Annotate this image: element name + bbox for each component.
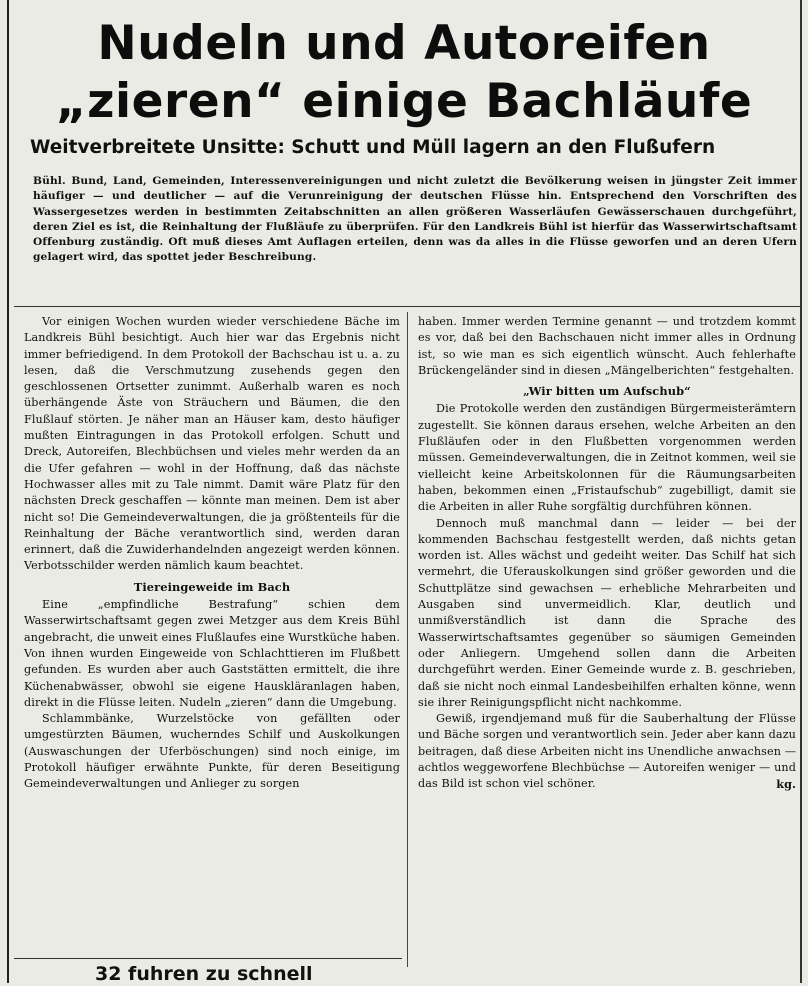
column-divider: [407, 312, 408, 967]
left-column: [24, 314, 400, 793]
author-signature: kg.: [776, 777, 796, 792]
headline-line-2: „zieren“ einige Bachläufe: [55, 74, 753, 129]
bottom-divider: [14, 958, 402, 959]
left-paragraph-2: Eine „empfindliche Bestrafung“ schien dem Wasserwirtschaftsamt gegen zwei Metzger aus dem Kreis Bühl angebracht, die unweit eines Flußlaufes eine Wurstküche haben. Von ihnen wurden Eingeweide von Schlachttieren im Flußbett gefunden. Es wurden aber auch Gaststätten ermittelt, die ihre Küchenabwässer, obwohl sie eigene Hauskläranlagen haben, direkt in die Flüsse leiten. Nudeln „zieren“ dann die Umgebung.: [24, 598, 400, 709]
right-paragraph-1: haben. Immer werden Termine genannt — und trotzdem kommt es vor, daß bei den Bachschauen nicht immer alles in Ordnung ist, so wie man es sich eigentlich wünscht. Auch fehlerhafte Brückengeländer sind in diesen „Mängelberichten“ festgehalten.: [418, 315, 796, 377]
right-paragraph-2: Die Protokolle werden den zuständigen Bürgermeisterämtern zugestellt. Sie können daraus ersehen, welche Arbeiten an den Flußläufen oder in den Flußbetten vorgenommen werden müssen. Gemeindeverwaltungen, die in Zeitnot kommen, weil sie vielleicht keine Arbeitskolonnen für die Räumungsarbeiten haben, bekommen einen „Fristaufschub“ zugebilligt, damit sie die Arbeiten in aller Ruhe sorgfältig durchführen können.: [418, 402, 796, 514]
left-subheading: Tiereingeweide im Bach: [133, 579, 291, 594]
headline-line-1: Nudeln und Autoreifen: [97, 16, 711, 71]
left-paragraph-3: Schlammbänke, Wurzelstöcke von gefällten oder umgestürzten Bäumen, wucherndes Schilf und Auskolkungen (Auswaschungen der Uferböschungen) sind noch einige, im Protokoll häufiger erwähnte Punkte, für deren Beseitigung Gemeindeverwaltungen und Anlieger zu sorgen: [24, 712, 400, 791]
right-paragraph-3: Dennoch muß manchmal dann — leider — bei der kommenden Bachschau festgestellt werden, daß nichts getan worden ist. Alles wächst und gedeiht weiter. Das Schilf hat sich vermehrt, die Uferauskolkungen sind größer geworden und die Schuttplätze sind gewachsen — erhebliche Mehrarbeiten und Ausgaben sind unvermeidlich. Klar, deutlich und unmißverständlich ist dann die Sprache des Wasserwirtschaftsamtes gegenüber so säumigen Gemeinden oder Anliegern. Umgehend sollen dann die Arbeiten durchgeführt werden. Einer Gemeinde wurde z. B. geschrieben, daß sie nicht noch einmal Landesbeihilfen erhalten könne, wenn sie ihrer Reinigungspflicht nicht nachkomme.: [418, 516, 796, 709]
right-paragraph-4: [418, 711, 796, 792]
right-paragraph-4-text: Gewiß, irgendjemand muß für die Sauberhaltung der Flüsse und Bäche sorgen und verantwortlich sein. Jeder aber kann dazu beitragen, daß diese Arbeiten nicht ins Unendliche anwachsen — achtlos weggeworfene Blechbüchse — Autoreifen weniger — und das Bild ist schon viel schöner.: [418, 712, 796, 791]
lead-divider: [14, 306, 800, 307]
right-border-rule: [800, 0, 802, 983]
next-article-headline: 32 fuhren zu schnell: [95, 963, 313, 985]
right-column: [418, 314, 796, 793]
subheadline: Weitverbreitete Unsitte: Schutt und Müll lagern an den Flußufern: [30, 137, 716, 158]
lead-paragraph: Bühl. Bund, Land, Gemeinden, Interessenvereinigungen und nicht zuletzt die Bevölkerung weisen in jüngster Zeit immer häufiger — und deutlicher — auf die Verunreinigung der deutschen Flüsse hin. Entsprechend den Vorschriften des Wassergesetzes werden in bestimmten Zeitabschnitten an allen größeren Wasserläufen Gewässerschauen durchgeführt, deren Ziel es ist, die Reinhaltung der Flußläufe zu überprüfen. Für den Landkreis Bühl ist hierfür das Wasserwirtschaftsamt Offenburg zuständig. Oft muß dieses Amt Auflagen erteilen, denn was da alles in die Flüsse geworfen und an deren Ufern gelagert wird, das spottet jeder Beschreibung.: [33, 175, 797, 264]
right-subheading: „Wir bitten um Aufschub“: [523, 384, 691, 399]
left-border-rule: [7, 0, 9, 983]
left-paragraph-1: Vor einigen Wochen wurden wieder verschiedene Bäche im Landkreis Bühl besichtigt. Auch hier war das Ergebnis nicht immer befriedigend. In dem Protokoll der Bachschau ist u. a. zu lesen, daß die Verschmutzung zusehends gegen den geschlossenen Ortsetter zunimmt. Außerhalb waren es noch überhängende Äste von Sträuchern und Bäumen, die den Flußlauf störten. Je näher man an Häuser kam, desto häufiger mußten Eintragungen in das Protokoll erfolgen. Schutt und Dreck, Autoreifen, Blechbüchsen und vieles mehr werden da an die Ufer gefahren — wohl in der Hoffnung, daß das nächste Hochwasser alles mit zu Tale nimmt. Damit wäre Platz für den nächsten Dreck geschaffen — könnte man meinen. Dem ist aber nicht so! Die Gemeindeverwaltungen, die ja größtenteils für die Reinhaltung der Bäche verantwortlich sind, werden daran erinnert, daß die Zuwiderhandelnden angezeigt werden können. Verbotsschilder werden nämlich kaum beachtet.: [24, 315, 400, 573]
